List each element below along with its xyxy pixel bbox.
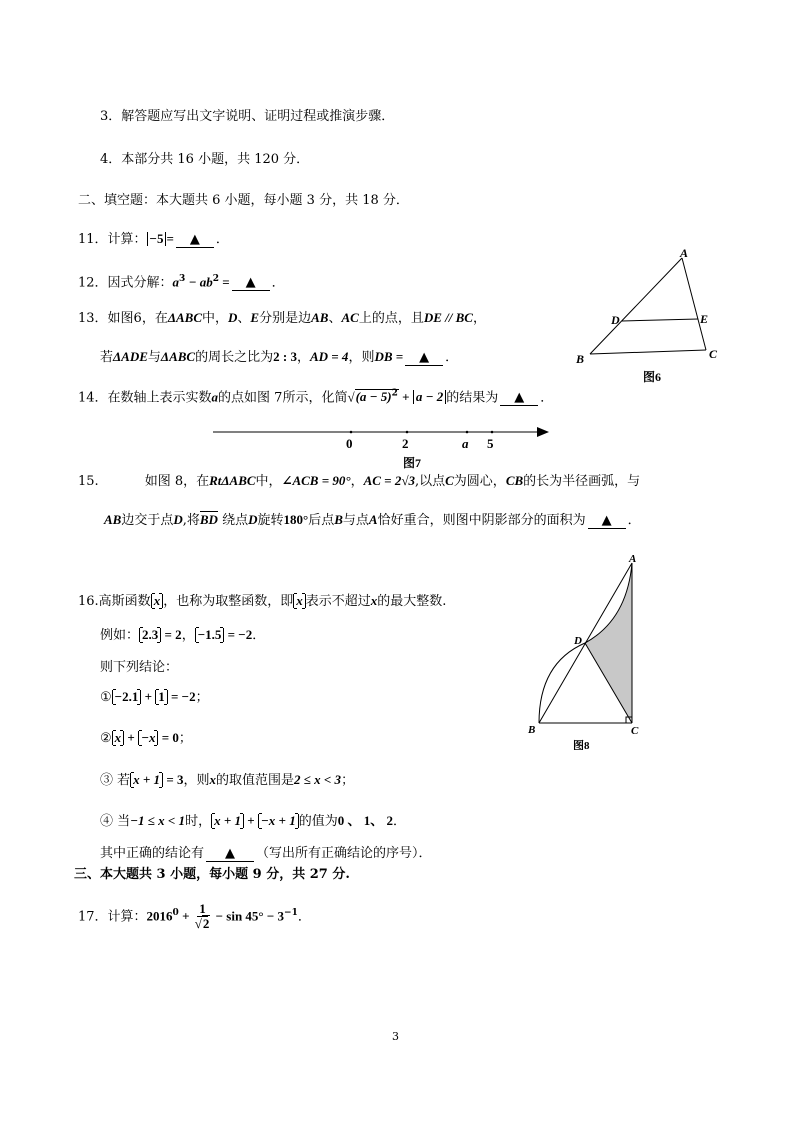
answer-marker-icon: ▲ — [514, 390, 525, 406]
answer-marker-icon: ▲ — [245, 275, 256, 291]
abs-value: −5 — [147, 232, 167, 246]
question-14: 14．在数轴上表示实数a的点如图 7所示，化简$√(a - 5)^2 + a - 2$ 的结果为 ▲ ． — [78, 389, 554, 406]
answer-marker-icon: ▲ — [601, 513, 612, 528]
section-3-heading: 三、本大题共 3 小题，每小题 9 分，共 27 分. — [74, 867, 350, 882]
instruction-3: 3．解答题应写出文字说明、证明过程或推演步骤． — [100, 109, 395, 124]
conclusion-3: ③ 若 x + 1 = 3，则x的取值范围是2 ≤ x < 3； — [100, 772, 355, 788]
fig6-label-B: B — [576, 352, 585, 366]
conclusion-4: ④ 当−1 ≤ x < 1时， x + 1 + −x + 1 的值为0 、 1、 2． — [100, 813, 407, 829]
tick-label-a: a — [462, 436, 469, 451]
question-12: 12．因式分解：$a^3 - ab^2$ = ▲ ． — [78, 274, 285, 291]
tick-label-5: 5 — [487, 436, 494, 451]
question-13-line-2: 若ΔADE与ΔABC的周长之比为2 : 3，AD = 4，则DB = ▲ ． — [100, 349, 459, 365]
question-13-line-1: 13．如图6，在ΔABC中，D、E分别是边AB、AC上的点，且DE // BC， — [78, 310, 486, 326]
tick-a — [466, 431, 469, 434]
question-16-example: 例如： 2.3 = 2， −1.5 = −2． — [100, 627, 266, 643]
fig8-label-C: C — [631, 725, 639, 737]
tick-label-2: 2 — [402, 436, 409, 451]
page-number: 3 — [392, 1030, 399, 1043]
answer-blank-11 — [176, 233, 214, 248]
question-17: 17．计算：$2016^0$ + $\frac{1}{√2}$ − $\sin 45^\circ - 3^{-1}$． — [78, 901, 311, 932]
arc-BD: BD — [199, 512, 218, 527]
instruction-4: 4．本部分共 16 小题，共 120 分． — [100, 152, 310, 167]
fig8-label-A: A — [629, 553, 637, 565]
tick-2 — [406, 431, 409, 434]
answer-blank-15 — [588, 514, 626, 529]
fig6-label-C: C — [709, 347, 718, 361]
fig6-label-E: E — [700, 312, 709, 326]
answer-marker-icon: ▲ — [225, 846, 236, 861]
figure-8 — [515, 550, 655, 750]
question-15-line-1: 15. 如图 8，在RtΔABC中，∠ACB = 90°，AC = 2√3,以点C为圆心，CB的长为半径画弧，与 — [78, 473, 641, 489]
fig8-label-D: D — [574, 635, 582, 647]
question-16-conclusion: 其中正确的结论有 ▲ （写出所有正确结论的序号）． — [100, 846, 432, 861]
question-16-line-1: 16.高斯函数 x ，也称为取整函数，即 x 表示不超过x的最大整数. — [78, 593, 447, 609]
tick-label-0: 0 — [346, 436, 353, 451]
fig8-caption: 图8 — [573, 740, 590, 750]
answer-blank-14 — [500, 391, 538, 406]
shaded-region — [585, 563, 632, 723]
question-11: 11．计算： −5 = ▲ ． — [78, 231, 229, 247]
fig6-label-D: D — [611, 313, 620, 327]
answer-marker-icon: ▲ — [189, 232, 200, 247]
fig6-segment-DE — [622, 319, 698, 321]
question-16-then: 则下列结论： — [100, 660, 179, 675]
conclusion-1: ① −2.1 + 1 = −2； — [100, 689, 209, 705]
tick-0 — [350, 431, 353, 434]
fig7-caption: 图7 — [403, 456, 422, 470]
conclusion-2: ② x + −x = 0； — [100, 730, 192, 746]
fig8-label-B: B — [528, 724, 536, 736]
figure-7-number-line — [205, 418, 555, 472]
fig6-side-AC — [682, 258, 709, 350]
tick-5 — [491, 431, 494, 434]
question-15-line-2: AB边交于点D,将BD 绕点D旋转180°后点B与点A恰好重合，则图中阴影部分的面积为 ▲ ． — [104, 512, 641, 528]
fig6-caption: 图6 — [643, 370, 662, 384]
fig6-side-AB — [590, 258, 682, 354]
answer-blank-12 — [232, 276, 270, 291]
answer-marker-icon: ▲ — [419, 350, 430, 365]
arrow-right-icon — [537, 427, 549, 437]
figure-6 — [570, 240, 730, 390]
section-2-heading: 二、填空题：本大题共 6 小题，每小题 3 分，共 18 分． — [78, 193, 409, 208]
fig6-side-BC — [590, 350, 706, 354]
fig6-label-A: A — [680, 246, 689, 260]
answer-blank-13 — [405, 351, 443, 366]
answer-blank-16 — [206, 847, 254, 862]
